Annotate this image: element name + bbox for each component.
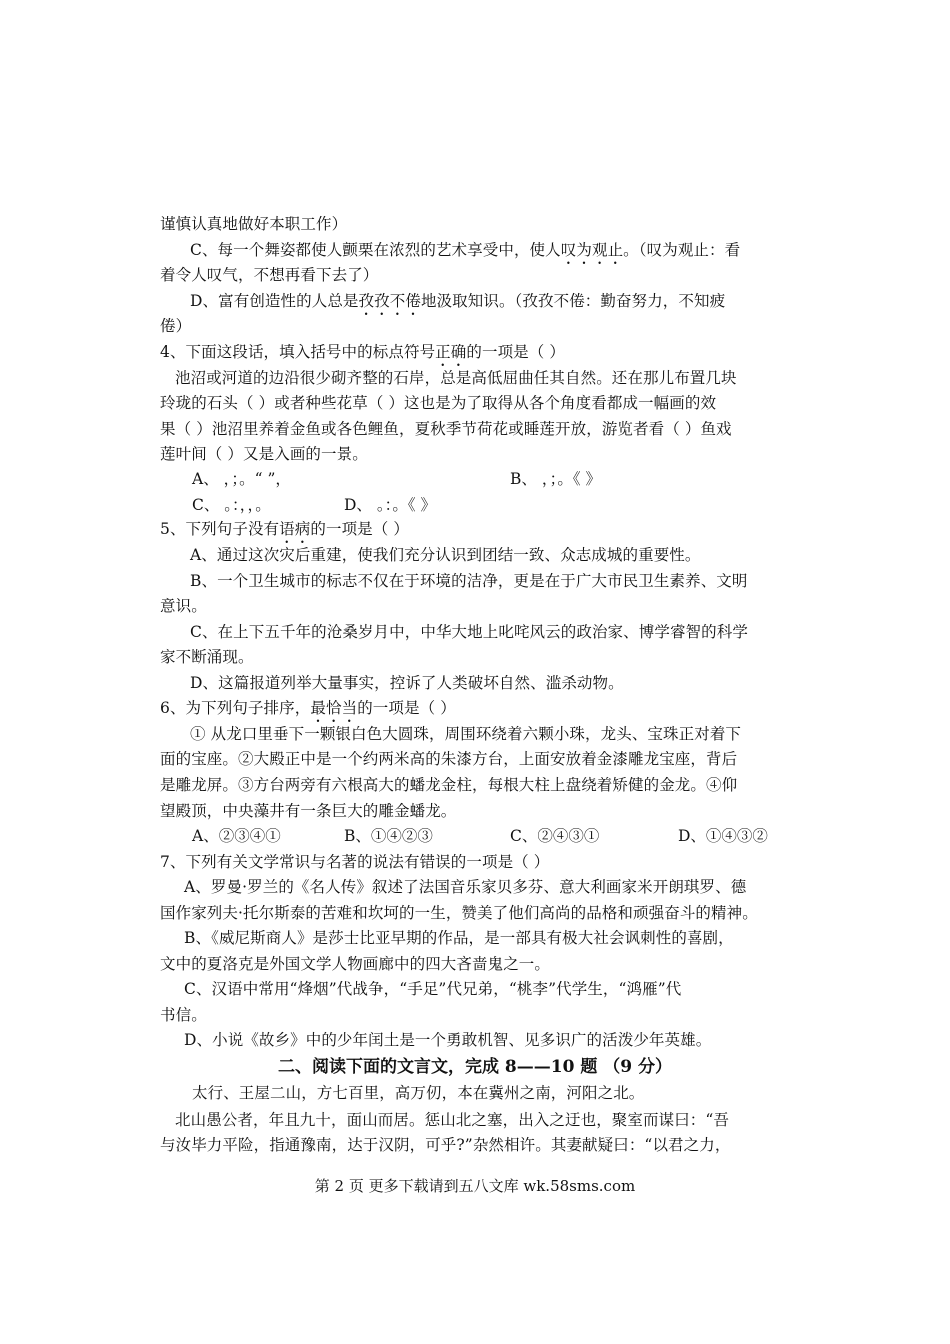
text-line: 倦） xyxy=(160,317,192,335)
emphasized-term: 孜孜不倦 xyxy=(358,292,421,310)
classical-text-line: 与汝毕力平险，指通豫南，达于汉阴，可乎?”杂然相许。其妻献疑曰：“以君之力， xyxy=(160,1136,731,1154)
passage-line: 望殿顶，中央藻井有一条巨大的雕金蟠龙。 xyxy=(160,802,457,820)
option-7c: C、汉语中常用“烽烟”代战争，“手足”代兄弟，“桃李”代学生，“鸿雁”代 xyxy=(184,980,682,998)
option-6c: C、②④③① xyxy=(510,827,600,845)
option-4c: C、 。：，，。 xyxy=(192,496,271,514)
option-5a: A、通过这次灾后重建，使我们充分认识到团结一致、众志成城的重要性。 xyxy=(190,546,701,564)
emphasized-term: 最恰当 xyxy=(310,699,358,717)
section-heading: 二、阅读下面的文言文，完成 8——10 题 （9 分） xyxy=(278,1057,672,1077)
option-4a: A、 ，；。“ ”， xyxy=(192,470,291,488)
option-7b: B、《威尼斯商人》是莎士比亚早期的作品，是一部具有极大社会讽刺性的喜剧， xyxy=(184,929,734,947)
question-7: 7、下列有关文学常识与名著的说法有错误的一项是（ ） xyxy=(160,853,550,871)
passage-line: 莲叶间（ ）又是入画的一景。 xyxy=(160,445,368,463)
option-6a: A、②③④① xyxy=(192,827,281,845)
option-5d: D、这篇报道列举大量事实，控诉了人类破坏自然、滥杀动物。 xyxy=(190,674,624,692)
option-4b: B、 ，；。《 》 xyxy=(510,470,601,488)
passage-line: 池沼或河道的边沿很少砌齐整的石岸，总是高低屈曲任其自然。还在那儿布置几块 xyxy=(175,369,737,387)
text-line: 谨慎认真地做好本职工作） xyxy=(160,215,348,233)
option-3c: C、每一个舞姿都使人颤栗在浓烈的艺术享受中，使人叹为观止。（叹为观止：看 xyxy=(190,241,741,259)
option-5c: C、在上下五千年的沧桑岁月中，中华大地上叱咤风云的政治家、博学睿智的科学 xyxy=(190,623,748,641)
option-3d: D、富有创造性的人总是孜孜不倦地汲取知识。（孜孜不倦：勤奋努力，不知疲 xyxy=(190,292,726,310)
text-line: 文中的夏洛克是外国文学人物画廊中的四大吝啬鬼之一。 xyxy=(160,955,551,973)
emphasized-term: 语病 xyxy=(279,520,311,538)
option-7d: D、小说《故乡》中的少年闰土是一个勇敢机智、见多识广的活泼少年英雄。 xyxy=(184,1031,712,1049)
passage-line: ① 从龙口里垂下一颗银白色大圆珠，周围环绕着六颗小珠，龙头、宝珠正对着下 xyxy=(190,725,742,743)
text-line: 书信。 xyxy=(160,1006,207,1024)
question-5: 5、下列句子没有语病的一项是（ ） xyxy=(160,520,410,538)
emphasized-term: 叹为观止 xyxy=(560,241,624,259)
passage-line: 玲珑的石头（ ）或者种些花草（ ）这也是为了取得从各个角度看都成一幅画的效 xyxy=(160,394,717,412)
text-line: 意识。 xyxy=(160,597,207,615)
classical-text-line: 北山愚公者，年且九十，面山而居。惩山北之塞，出入之迂也，聚室而谋曰：“吾 xyxy=(175,1111,730,1129)
option-7a: A、罗曼·罗兰的《名人传》叙述了法国音乐家贝多芬、意大利画家米开朗琪罗、德 xyxy=(184,878,747,896)
text-line: 家不断涌现。 xyxy=(160,648,254,666)
passage-line: 果（ ）池沼里养着金鱼或各色鲤鱼，夏秋季节荷花或睡莲开放，游览者看（ ）鱼戏 xyxy=(160,420,732,438)
option-5b: B、一个卫生城市的标志不仅在于环境的洁净，更是在于广大市民卫生素养、文明 xyxy=(190,572,748,590)
option-4d: D、 。：。《 》 xyxy=(344,496,437,514)
emphasized-term: 正确 xyxy=(435,343,467,361)
passage-line: 是雕龙屏。③方台两旁有六根高大的蟠龙金柱，每根大柱上盘绕着矫健的金龙。④仰 xyxy=(160,776,738,794)
page-footer: 第 2 页 更多下载请到五八文库 wk.58sms.com xyxy=(314,1177,636,1195)
question-4: 4、下面这段话，填入括号中的标点符号正确的一项是（ ） xyxy=(160,343,566,361)
question-6: 6、为下列句子排序，最恰当的一项是（ ） xyxy=(160,699,456,717)
passage-line: 面的宝座。②大殿正中是一个约两米高的朱漆方台，上面安放着金漆雕龙宝座，背后 xyxy=(160,750,738,768)
text-line: 国作家列夫·托尔斯泰的苦难和坎坷的一生，赞美了他们高尚的品格和顽强奋斗的精神。 xyxy=(160,904,758,922)
option-6d: D、①④③② xyxy=(678,827,768,845)
text-line: 着令人叹气，不想再看下去了） xyxy=(160,266,379,284)
classical-text-line: 太行、王屋二山，方七百里，高万仞，本在冀州之南，河阳之北。 xyxy=(192,1084,645,1102)
option-6b: B、①④②③ xyxy=(344,827,433,845)
